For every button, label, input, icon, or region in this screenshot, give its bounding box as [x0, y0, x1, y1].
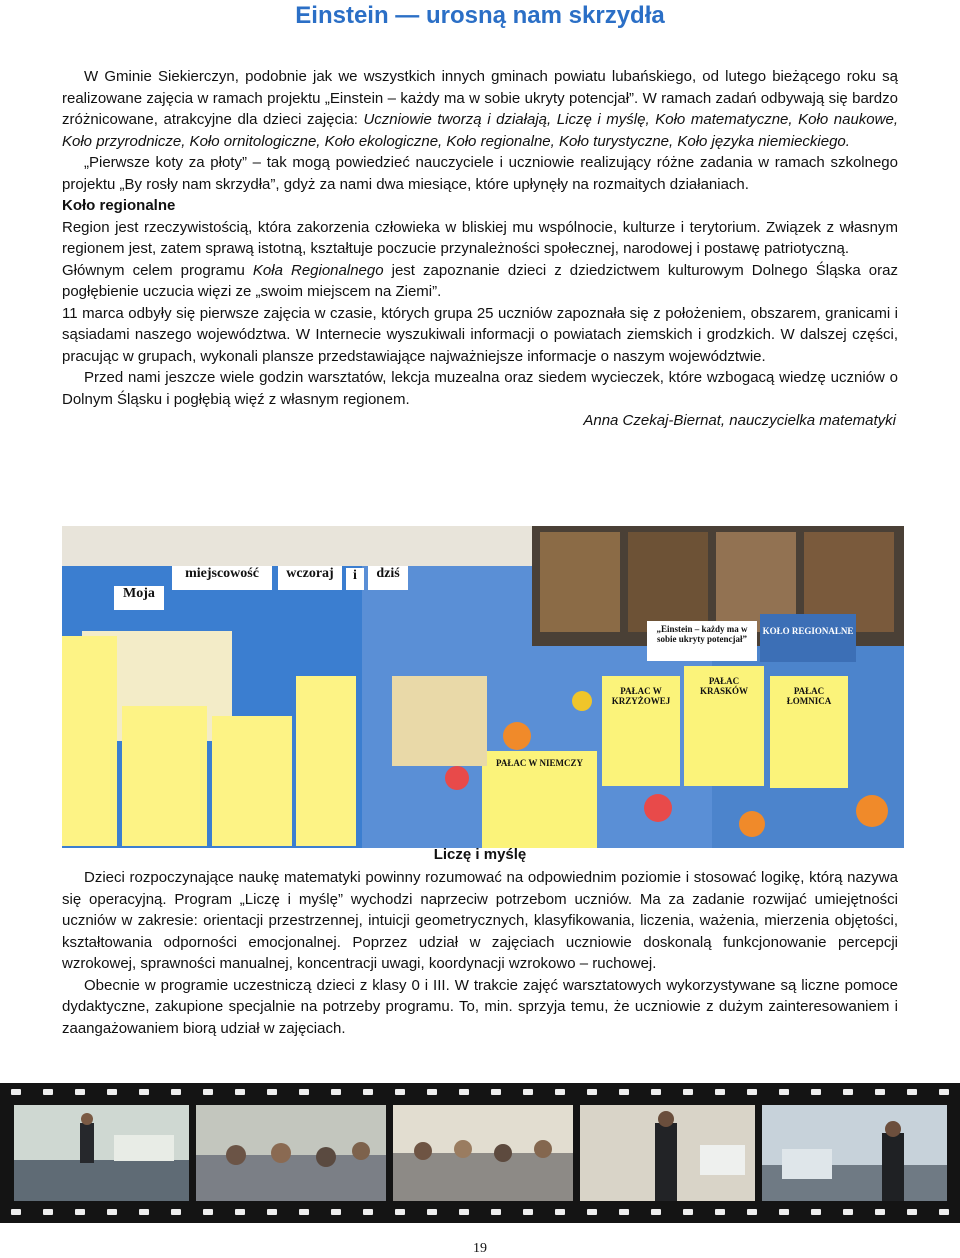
card-krzyzowa: PAŁAC W KRZYŻOWEJ	[611, 686, 671, 706]
banner-word-3: wczoraj	[278, 566, 342, 590]
kolo-paragraph-4: Przed nami jeszcze wiele godzin warsztatów, lekcja muzealna oraz siedem wycieczek, które wzbogacą wiedzę uczniów o Dolnym Śląsku i pogłębią więź z własnym regionem.	[62, 369, 898, 408]
film-strip	[0, 1083, 960, 1223]
project-note: „Einstein – każdy ma w sobie ukryty potencjał”	[656, 624, 748, 644]
card-kraskow: PAŁAC KRASKÓW	[699, 676, 748, 696]
banner-word-2: miejscowość	[172, 566, 272, 590]
film-frame-4	[580, 1105, 755, 1201]
author-signature: Anna Czekaj-Biernat, nauczycielka matematyki	[583, 412, 896, 429]
kolo-paragraph-3: 11 marca odbyły się pierwsze zajęcia w czasie, których grupa 25 uczniów zapoznała się z położeniem, obszarem, granicami i sąsiadami naszego województwa. W Internecie wyszukiwali informacji o powiatach ziemskich i grodzkich. W dalszej części, pracując w grupach, wykonali plansze przedstawiające najważniejsze informacje o naszym województwie.	[62, 304, 898, 365]
kolo-text-a: Głównym celem programu	[62, 261, 253, 279]
licze-paragraph-2: Obecnie w programie uczestniczą dzieci z klasy 0 i III. W trakcie zajęć warsztatowych wykorzystywane są liczne pomoce dydaktyczne, zakupione specjalnie na potrzeby programu. To, min. sprzyja temu, że uczniowie z dużym zainteresowaniem i zaangażowaniem biorą udział w zajęciach.	[62, 976, 898, 1037]
frame-photo-5	[762, 1105, 947, 1201]
film-frame-2	[196, 1105, 386, 1201]
bulletin-board-photo	[62, 526, 904, 848]
activity-list: Uczniowie tworzą i działają, Liczę i myślę, Koło matematyczne, Koło naukowe, Koło przyrodnicze, Koło ornitologiczne, Koło ekologiczne, Koło regionalne, Koło turystyczne, Koło języka niemieckiego.	[62, 111, 898, 150]
kolo-paragraph-1: Region jest rzeczywistością, która zakorzenia człowieka w bliskiej mu wspólnocie, kulturze i terytorium. Związek z własnym regionem jest, zatem sprawą istotną, kształtuje poczucie przynależności społecznej, narodowej i postawę patriotyczną.	[62, 218, 898, 257]
intro-text: W Gminie Siekierczyn, podobnie jak we wszystkich innych gminach powiatu lubańskiego, od lutego bieżącego roku są realizowane zajęcia w ramach projektu „Einstein – każdy ma w sobie ukryty potencjał”. W ramach zadań odbywają się bardzo zróżnicowane, atrakcyjne dla dzieci zajęcia:	[62, 68, 898, 128]
banner-word-1: Moja	[114, 586, 164, 610]
kolo-heading: Koło regionalne	[62, 197, 176, 214]
banner-word-4: i	[346, 568, 364, 590]
card-lomnica: PAŁAC ŁOMNICA	[786, 686, 832, 706]
intro-paragraph-2: „Pierwsze koty za płoty” – tak mogą powiedzieć nauczyciele i uczniowie realizujący różne zadania w ramach szkolnego projektu „By rosły nam skrzydła”, gdyż za nami dwa miesiące, które upłynęły na rozmaitych działaniach.	[62, 154, 898, 193]
banner-word-5: dziś	[368, 566, 408, 590]
frame-photo-1	[14, 1105, 189, 1201]
film-frame-5	[762, 1105, 947, 1201]
kolo-program-name: Koła Regionalnego	[252, 261, 384, 279]
kolo-paragraph-2	[62, 260, 898, 303]
frame-photo-3	[393, 1105, 573, 1201]
film-frame-3	[393, 1105, 573, 1201]
licze-section	[62, 867, 898, 1039]
board-title: KOŁO REGIONALNE	[762, 626, 854, 636]
article-title: Einstein — urosną nam skrzydła	[295, 2, 665, 29]
frame-photo-4	[580, 1105, 755, 1201]
intro-paragraph-1	[62, 66, 898, 152]
frame-photo-2	[196, 1105, 386, 1201]
intro-section	[62, 66, 898, 432]
film-holes-top	[0, 1089, 960, 1097]
kolo-text-c: jest zapoznanie dzieci z dziedzictwem kulturowym Dolnego Śląska oraz pogłębienie uczucia więzi ze „swoim miejscem na Ziemi”.	[62, 261, 898, 300]
card-niemcza: PAŁAC W NIEMCZY	[495, 758, 583, 768]
page-number: 19	[473, 1241, 487, 1256]
licze-paragraph-1: Dzieci rozpoczynające naukę matematyki powinny rozumować na odpowiednim poziomie i stosować logikę, którą nazywa się operacyjną. Program „Liczę i myślę” wychodzi naprzeciw potrzebom uczniów. Ma za zadanie rozwijać umiejętności uczniów w zakresie: orientacji przestrzennej, intuicji geometrycznych, klasyfikowania, liczenia, ważenia, mierzenia objętości, kształtowania odporności emocjonalnej. Poprzez udział w zajęciach uczniowie doskonalą funkcjonowanie percepcji wzrokowej, sprawności manualnej, koncentracji uwagi, koordynacji wzrokowo – ruchowej.	[62, 869, 898, 972]
film-holes-bottom	[0, 1209, 960, 1217]
film-frame-1	[14, 1105, 189, 1201]
licze-heading: Liczę i myślę	[433, 846, 527, 863]
